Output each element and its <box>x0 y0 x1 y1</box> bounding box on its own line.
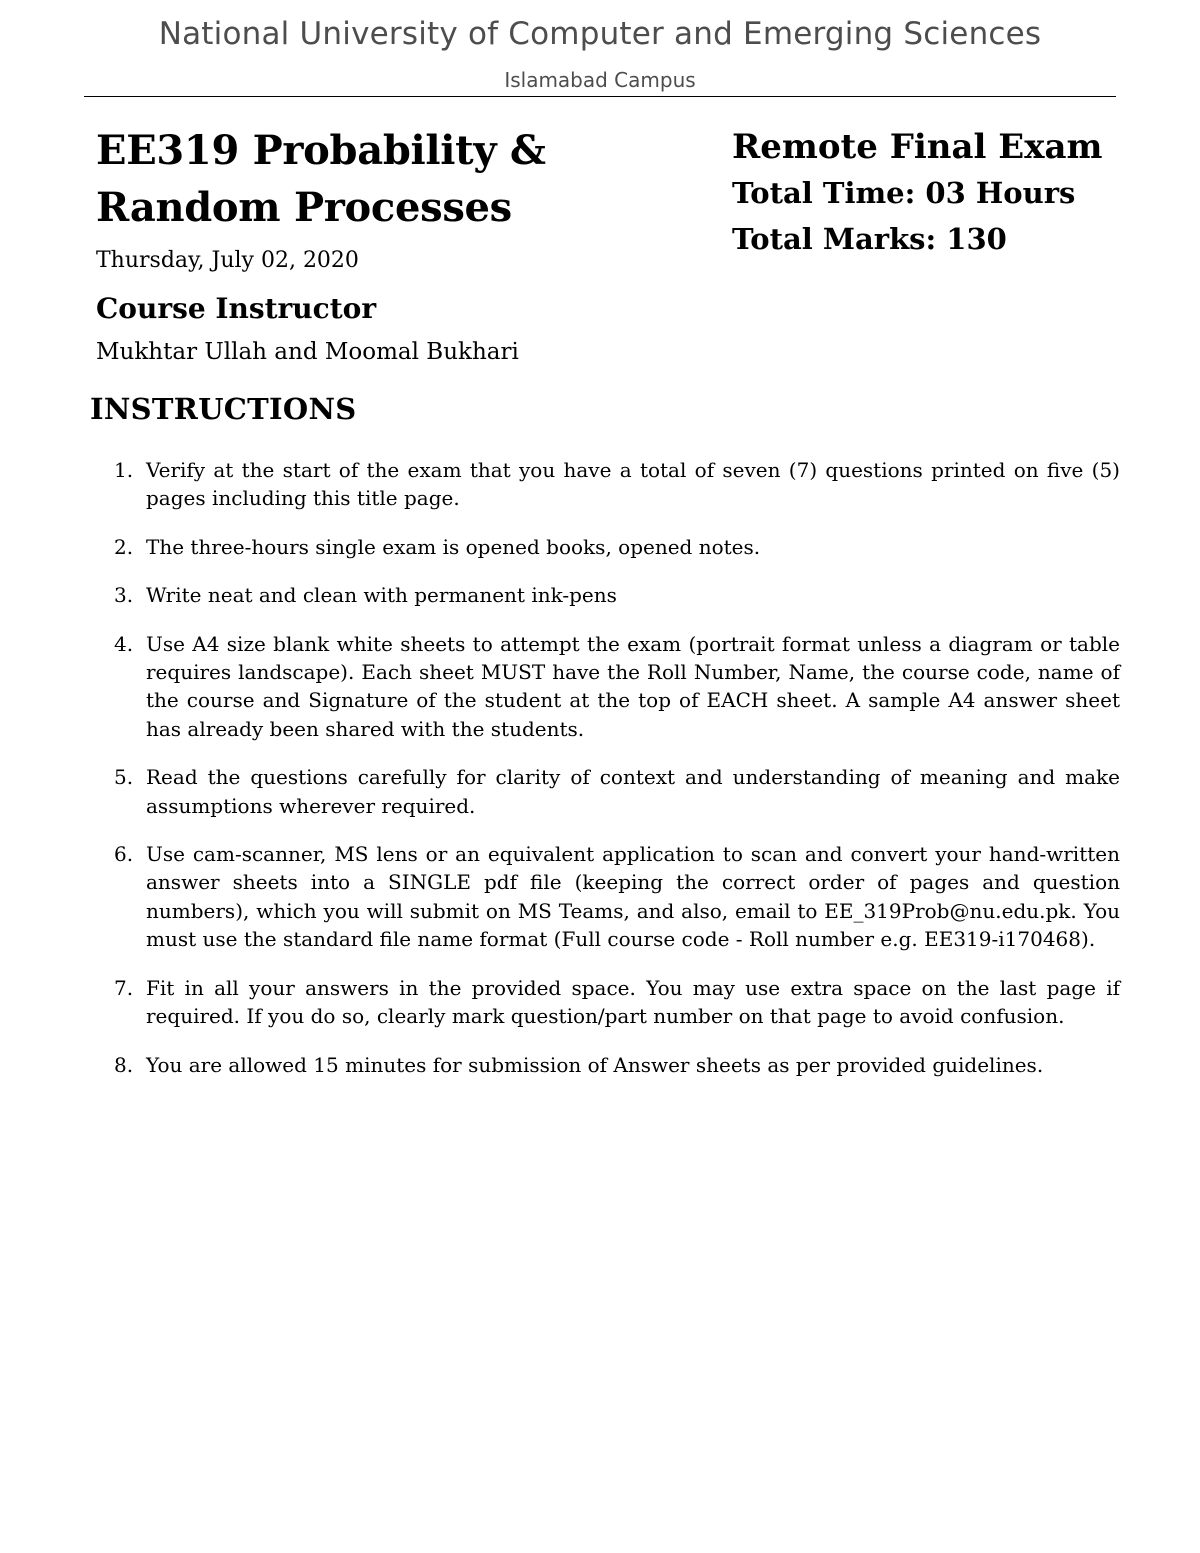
item-text: The three-hours single exam is opened books, opened notes. <box>146 534 761 559</box>
item-text: Write neat and clean with permanent ink-pens <box>146 583 617 608</box>
exam-info <box>732 124 1152 262</box>
list-item <box>96 456 1120 513</box>
item-number: 7. <box>114 975 134 1000</box>
item-text: Use cam-scanner, MS lens or an equivalent application to scan and convert your hand-written answer sheets into a SINGLE pdf file (keeping the correct order of pages and question numbers), which you will submit on MS Teams, and also, email to EE_319Prob@nu.edu.pk. You must use the standard file name format (Full course code - Roll number e.g. EE319-i170468). <box>146 842 1120 952</box>
list-item <box>96 840 1120 954</box>
course-info <box>96 122 696 368</box>
campus-name: Islamabad Campus <box>504 68 696 92</box>
item-text: You are allowed 15 minutes for submission of Answer sheets as per provided guidelines. <box>146 1052 1044 1077</box>
item-number: 1. <box>114 458 134 482</box>
item-text: Use A4 size blank white sheets to attempt the exam (portrait format unless a diagram or table requires landscape). Each sheet MUST have the Roll Number, Name, the course code, name of the course and Signature of the student at the top of EACH sheet. A sample A4 answer sheet has already been shared with the students. <box>146 631 1120 741</box>
instructor-heading: Course Instructor <box>96 292 377 325</box>
list-item <box>96 763 1120 820</box>
item-number: 4. <box>114 631 134 656</box>
list-item <box>96 581 1120 609</box>
list-item <box>96 630 1120 744</box>
item-number: 6. <box>114 842 134 867</box>
item-number: 3. <box>114 583 134 608</box>
total-time: Total Time: 03 Hours <box>732 176 1076 210</box>
total-marks: Total Marks: 130 <box>732 222 1007 256</box>
exam-type: Remote Final Exam <box>732 127 1103 167</box>
item-text: Verify at the start of the exam that you have a total of seven (7) questions printed on five (5) pages including this title page. <box>146 458 1120 511</box>
instructor-names: Mukhtar Ullah and Moomal Bukhari <box>96 339 519 365</box>
item-number: 2. <box>114 534 134 559</box>
course-title-line2: Random Processes <box>96 184 512 231</box>
list-item <box>96 974 1120 1031</box>
instructions-list <box>96 456 1120 1099</box>
item-text: Read the questions carefully for clarity of context and understanding of meaning and make assumptions wherever required. <box>146 765 1120 818</box>
list-item <box>96 1051 1120 1079</box>
item-number: 8. <box>114 1052 134 1077</box>
exam-date: Thursday, July 02, 2020 <box>96 248 359 273</box>
list-item <box>96 533 1120 561</box>
course-title-line1: EE319 Probability & <box>96 127 546 174</box>
instructions-heading: INSTRUCTIONS <box>90 392 357 426</box>
item-text: Fit in all your answers in the provided space. You may use extra space on the last page if required. If you do so, clearly mark question/part number on that page to avoid confusion. <box>146 975 1120 1029</box>
header-divider <box>84 96 1116 97</box>
course-title <box>96 122 696 236</box>
item-number: 5. <box>114 765 134 790</box>
university-name: National University of Computer and Emerging Sciences <box>158 16 1042 52</box>
